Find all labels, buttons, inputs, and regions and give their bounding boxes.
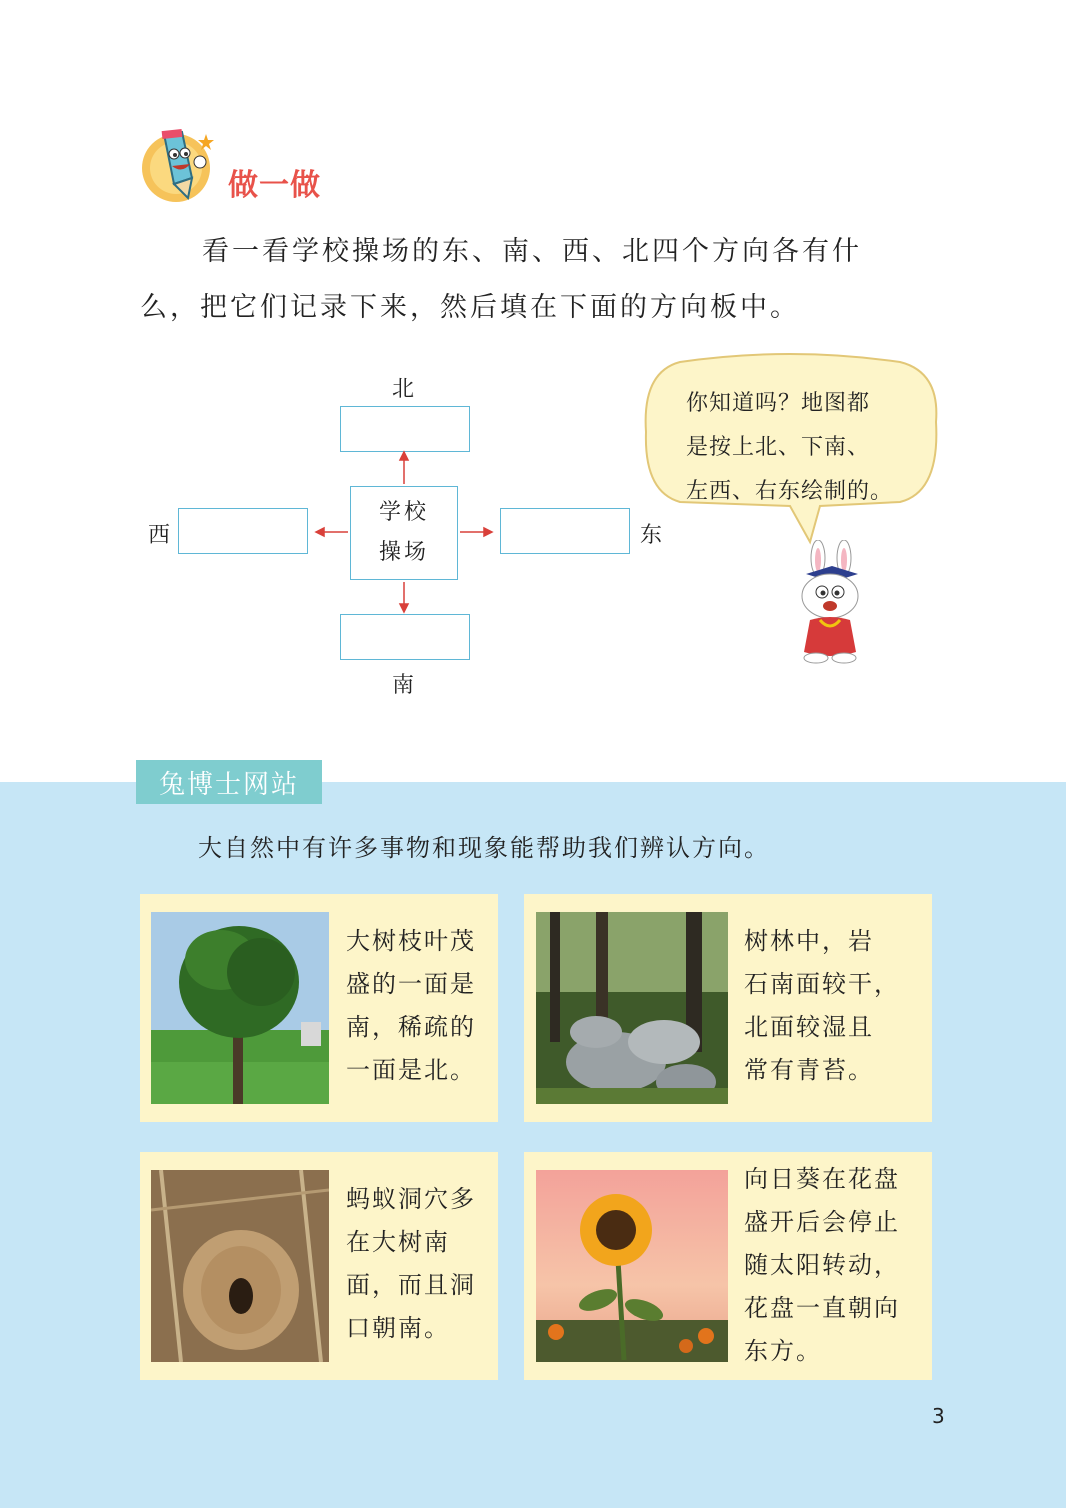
south-label: 南 <box>392 673 415 698</box>
center-label-line-2: 操场 <box>378 540 429 565</box>
card-line: 树林中，岩 <box>744 927 874 955</box>
card-line: 盛开后会停止 <box>744 1208 900 1236</box>
card-line: 随太阳转动， <box>744 1251 900 1279</box>
info-card-sunflower <box>524 1152 932 1380</box>
info-card-tree <box>140 894 498 1122</box>
card-line: 在大树南 <box>346 1228 450 1256</box>
card-line: 石南面较干， <box>744 970 900 998</box>
card-line: 面，而且洞 <box>346 1271 476 1299</box>
card-line: 花盘一直朝向 <box>744 1294 900 1322</box>
anthill-photo <box>151 1170 329 1362</box>
direction-arrows <box>300 440 510 620</box>
pencil-mascot-icon <box>140 128 216 204</box>
tree-photo <box>151 912 329 1104</box>
card-line: 北面较湿且 <box>744 1013 874 1041</box>
card-line: 东方。 <box>744 1337 822 1365</box>
card-line: 大树枝叶茂 <box>346 927 476 955</box>
card-line: 常有青苔。 <box>744 1056 874 1084</box>
tip-text <box>686 382 926 514</box>
north-label: 北 <box>392 377 415 402</box>
intro-line-1: 看一看学校操场的东、南、西、北四个方向各有什 <box>202 236 862 267</box>
card-line: 南，稀疏的 <box>346 1013 476 1041</box>
tip-line-1: 你知道吗？地图都 <box>686 391 871 416</box>
card-line: 一面是北。 <box>346 1056 476 1084</box>
center-label-line-1: 学校 <box>378 500 429 525</box>
card-line: 盛的一面是 <box>346 970 476 998</box>
east-answer-box[interactable] <box>500 508 630 554</box>
info-card-anthill <box>140 1152 498 1380</box>
intro-paragraph <box>140 224 940 336</box>
intro-line-2: 么，把它们记录下来，然后填在下面的方向板中。 <box>140 292 800 323</box>
card-line: 向日葵在花盘 <box>744 1165 900 1193</box>
page-number: 3 <box>932 1404 945 1428</box>
sunflower-photo <box>536 1170 728 1362</box>
card-line: 口朝南。 <box>346 1314 450 1342</box>
tip-line-2: 是按上北、下南、 <box>686 435 871 460</box>
rabbit-doctor-icon <box>780 540 880 666</box>
website-title: 兔博士网站 <box>136 760 322 804</box>
south-answer-box[interactable] <box>340 614 470 660</box>
east-label: 东 <box>640 523 663 548</box>
west-answer-box[interactable] <box>178 508 308 554</box>
website-intro: 大自然中有许多事物和现象能帮助我们辨认方向。 <box>198 834 770 862</box>
tip-line-3: 左西、右东绘制的。 <box>686 479 894 504</box>
info-card-forest-rocks <box>524 894 932 1122</box>
forest-rocks-photo <box>536 912 728 1104</box>
website-panel <box>0 782 1066 1508</box>
west-label: 西 <box>148 523 171 548</box>
activity-title: 做一做 <box>228 168 321 203</box>
card-line: 蚂蚁洞穴多 <box>346 1185 476 1213</box>
